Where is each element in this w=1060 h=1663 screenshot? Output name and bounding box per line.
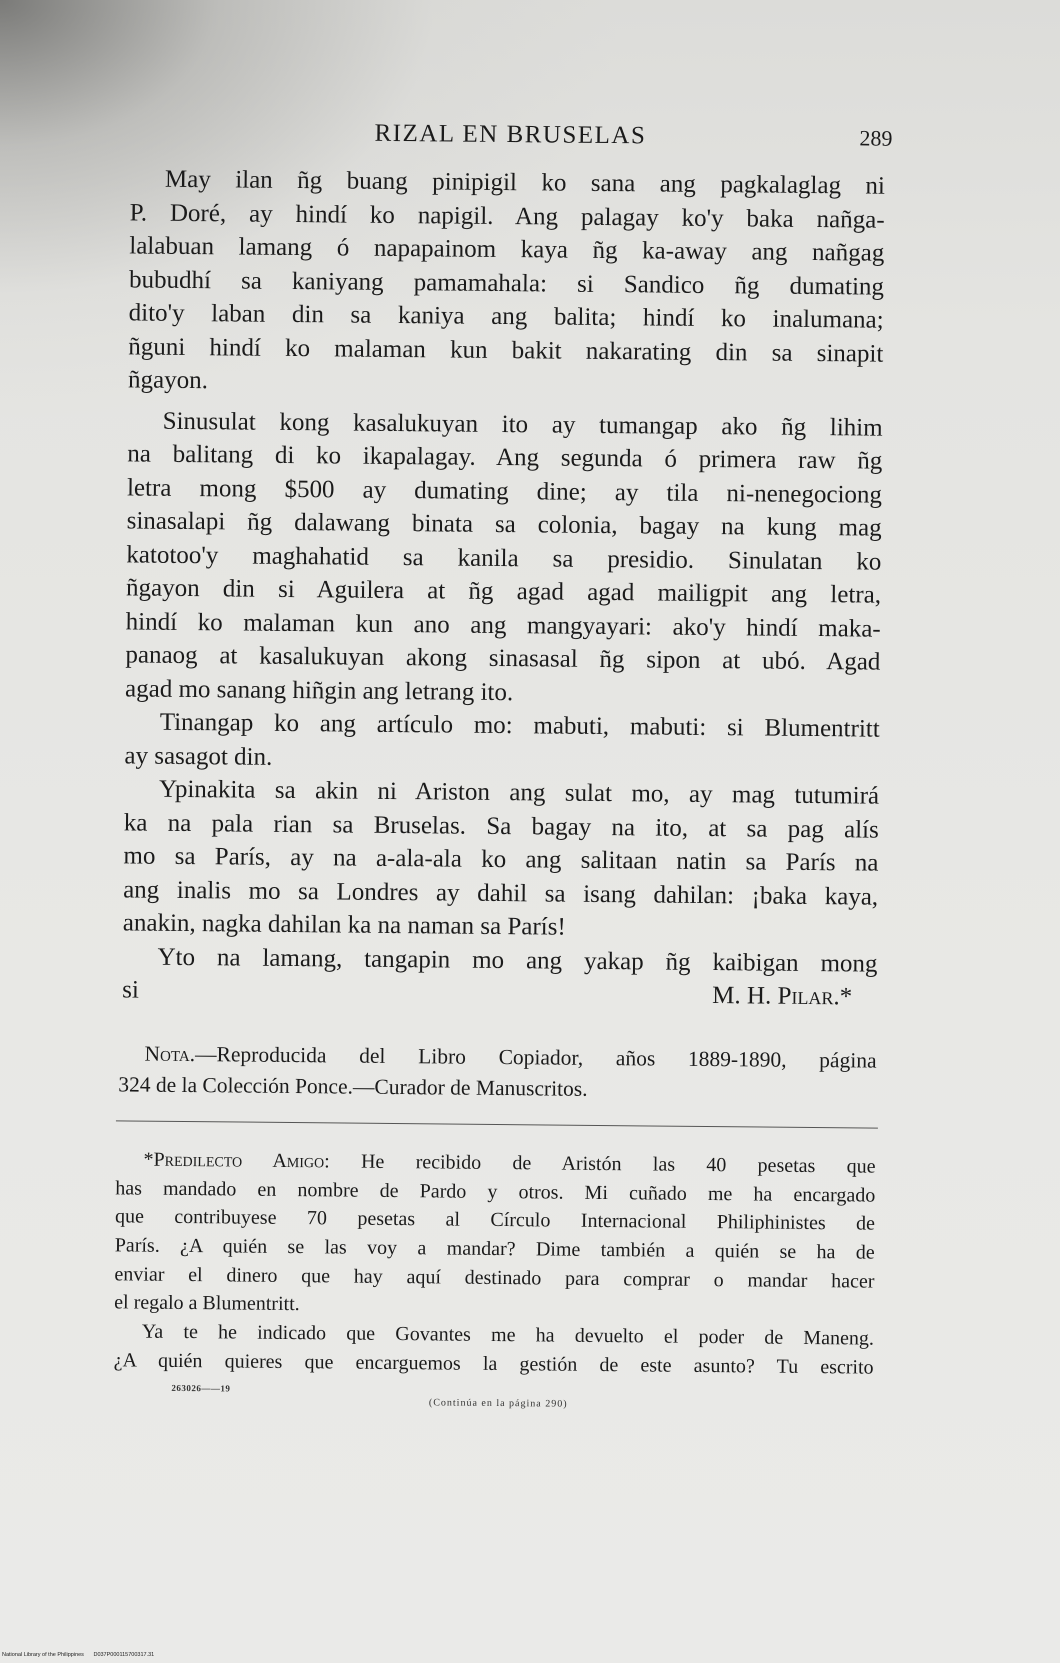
footnote-line: ¿A quién quieres que encarguemos la gestión de este asunto? Tu escrito bbox=[113, 1349, 874, 1379]
letter-line: letra mong $500 ay dumating dine; ay tila ni-nenegociong bbox=[126, 473, 883, 509]
letter-line: P. Doré, ay hindí ko napigil. Ang palagay ko'y baka nañga- bbox=[129, 198, 885, 234]
letter-line: ñgayon. bbox=[127, 366, 209, 395]
letter-line: agad mo sanang hiñgin ang letrang ito. bbox=[124, 674, 514, 706]
letter-line: anakin, nagka dahilan ka na naman sa París! bbox=[122, 909, 566, 941]
footnote-paragraph bbox=[114, 1317, 875, 1382]
letter-line: panaog at kasalukuyan akong sinasasal ñg sipon at ubó. Agad bbox=[125, 641, 881, 676]
footnote-text: He recibido de Aristón las 40 pesetas que bbox=[329, 1150, 876, 1178]
letter-body bbox=[122, 162, 885, 1014]
letter-line: mo sa París, ay na a-ala-ala ko ang salitaan natin sa París na bbox=[123, 842, 879, 877]
letter-paragraph bbox=[125, 404, 883, 713]
letter-line: dito'y laban din sa kaniya ang balita; hindí ko inalumana; bbox=[128, 299, 884, 334]
letter-line: hindí ko malaman kun ano ang mangyayari: ako'y hindí maka- bbox=[125, 607, 881, 643]
letter-line: Yto na lamang, tangapin mo ang yakap ñg kaibigan mong bbox=[157, 943, 878, 978]
signature: M. H. Pilar.* bbox=[712, 982, 853, 1011]
letter-line: Ypinakita sa akin ni Ariston ang sulat mo, ay mag tutumirá bbox=[158, 775, 880, 810]
archive-institution: National Library of the Philippines bbox=[2, 1652, 84, 1658]
closing-word: si bbox=[122, 976, 140, 1004]
letter-line: ñgayon din si Aguilera at ñg agad agad mailigpit ang letra, bbox=[125, 574, 882, 609]
footnote-line: que contribuyese 70 pesetas al Círculo Internacional Philiphinistes de bbox=[114, 1205, 876, 1235]
letter-paragraph bbox=[124, 705, 880, 779]
letter-line: ka na pala rian sa Bruselas. Sa bagay na ito, at sa pag alís bbox=[123, 808, 879, 844]
editorial-note bbox=[118, 1038, 877, 1107]
footnote-line: has mandado en nombre de Pardo y otros. Mi cuñado me ha encargado bbox=[115, 1177, 876, 1207]
footnote-divider bbox=[116, 1120, 878, 1128]
footnote-line: enviar el dinero que hay aquí destinado para comprar o mandar hacer bbox=[114, 1263, 875, 1293]
footnote bbox=[114, 1145, 876, 1382]
letter-line: katotoo'y maghahatid sa kanila sa presidio. Sinulatan ko bbox=[126, 540, 882, 576]
page-number: 289 bbox=[859, 125, 893, 151]
letter-line: Sinusulat kong kasalukuyan ito ay tumangap ako ñg lihim bbox=[162, 407, 883, 442]
note-text: —Reproducida del Libro Copiador, años 1889-1890, página bbox=[195, 1042, 877, 1073]
letter-paragraph bbox=[128, 162, 885, 404]
archive-stamp bbox=[2, 1652, 154, 1658]
letter-closing bbox=[122, 973, 877, 1014]
letter-line: May ilan ñg buang pinipigil ko sana ang pagkalaglag ni bbox=[164, 165, 886, 200]
letter-line: ñguni hindí ko malaman kun bakit nakarating din sa sinapit bbox=[128, 332, 884, 368]
running-title: RIZAL EN BRUSELAS bbox=[374, 119, 647, 150]
letter-line: bubudhí sa kaniyang pamamahala: si Sandico ñg dumating bbox=[128, 265, 885, 301]
note-label: Nota. bbox=[144, 1041, 196, 1067]
letter-line: Tinangap ko ang artículo mo: mabuti, mabuti: si Blumentritt bbox=[159, 708, 880, 743]
letter-line: na balitang di ko ikapalagay. Ang segunda ó primera raw ñg bbox=[127, 440, 883, 475]
letter-line: lalabuan lamang ó napapainom kaya ñg ka-away ang nañgag bbox=[129, 232, 885, 267]
letter-line: sinasalapi ñg dalawang binata sa colonia, bagay na kung mag bbox=[126, 507, 882, 542]
footnote-label: *Predilecto Amigo: bbox=[143, 1148, 330, 1173]
footnote-line: París. ¿A quién se las voy a mandar? Dime también a quién se ha de bbox=[114, 1234, 875, 1264]
running-head bbox=[130, 114, 893, 155]
footnote-line: el regalo a Blumentritt. bbox=[114, 1291, 300, 1316]
continuation-note: (Continúa en la página 290) bbox=[428, 1397, 568, 1410]
note-line: 324 de la Colección Ponce.—Curador de Manuscritos. bbox=[118, 1072, 588, 1101]
archive-code: D037P000115700317.31 bbox=[93, 1652, 155, 1658]
letter-paragraph bbox=[123, 772, 880, 947]
letter-line: ang inalis mo sa Londres ay dahil sa isang dahilan: ¡baka kaya, bbox=[123, 875, 879, 911]
footnote-line: Ya te he indicado que Govantes me ha devuelto el poder de Maneng. bbox=[141, 1320, 874, 1350]
print-code: 263026——19 bbox=[171, 1382, 231, 1394]
footnote-paragraph bbox=[114, 1145, 876, 1324]
letter-line: ay sasagot din. bbox=[124, 741, 273, 771]
